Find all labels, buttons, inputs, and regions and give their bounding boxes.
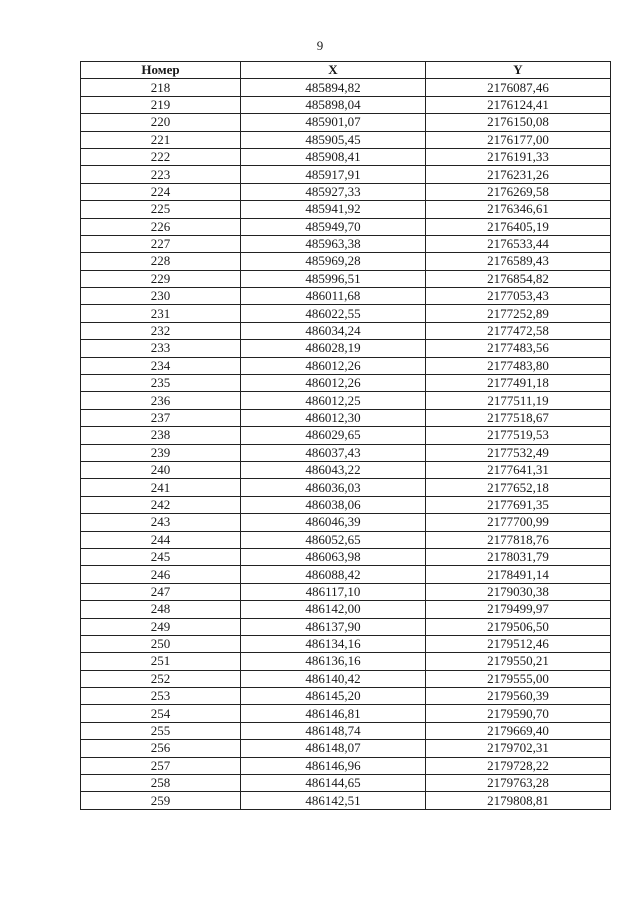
- table-row: [81, 201, 611, 218]
- x-coordinate-cell: 486088,42: [241, 566, 426, 583]
- point-number-cell: 222: [81, 148, 241, 165]
- x-coordinate-cell: 486012,25: [241, 392, 426, 409]
- table-row: [81, 792, 611, 809]
- y-coordinate-cell: 2179669,40: [426, 722, 611, 739]
- y-coordinate-cell: 2176177,00: [426, 131, 611, 148]
- point-number-cell: 234: [81, 357, 241, 374]
- table-row: [81, 375, 611, 392]
- x-coordinate-cell: 486146,81: [241, 705, 426, 722]
- point-number-cell: 228: [81, 253, 241, 270]
- point-number-cell: 252: [81, 670, 241, 687]
- point-number-cell: 256: [81, 740, 241, 757]
- table-row: [81, 96, 611, 113]
- point-number-cell: 224: [81, 183, 241, 200]
- point-number-cell: 259: [81, 792, 241, 809]
- point-number-cell: 230: [81, 288, 241, 305]
- x-coordinate-cell: 485898,04: [241, 96, 426, 113]
- column-header-y: Y: [426, 62, 611, 79]
- y-coordinate-cell: 2177483,80: [426, 357, 611, 374]
- y-coordinate-cell: 2177641,31: [426, 461, 611, 478]
- x-coordinate-cell: 486148,74: [241, 722, 426, 739]
- table-row: [81, 270, 611, 287]
- point-number-cell: 229: [81, 270, 241, 287]
- point-number-cell: 226: [81, 218, 241, 235]
- column-header-number: Номер: [81, 62, 241, 79]
- x-coordinate-cell: 485963,38: [241, 235, 426, 252]
- y-coordinate-cell: 2176405,19: [426, 218, 611, 235]
- table-row: [81, 148, 611, 165]
- point-number-cell: 243: [81, 514, 241, 531]
- x-coordinate-cell: 486145,20: [241, 688, 426, 705]
- y-coordinate-cell: 2179555,00: [426, 670, 611, 687]
- table-row: [81, 322, 611, 339]
- point-number-cell: 238: [81, 427, 241, 444]
- y-coordinate-cell: 2176191,33: [426, 148, 611, 165]
- point-number-cell: 246: [81, 566, 241, 583]
- table-row: [81, 79, 611, 96]
- point-number-cell: 249: [81, 618, 241, 635]
- x-coordinate-cell: 486148,07: [241, 740, 426, 757]
- y-coordinate-cell: 2177700,99: [426, 514, 611, 531]
- column-header-x: X: [241, 62, 426, 79]
- x-coordinate-cell: 486137,90: [241, 618, 426, 635]
- y-coordinate-cell: 2179590,70: [426, 705, 611, 722]
- point-number-cell: 248: [81, 601, 241, 618]
- y-coordinate-cell: 2176269,58: [426, 183, 611, 200]
- x-coordinate-cell: 486022,55: [241, 305, 426, 322]
- table-row: [81, 409, 611, 426]
- y-coordinate-cell: 2176533,44: [426, 235, 611, 252]
- x-coordinate-cell: 486146,96: [241, 757, 426, 774]
- y-coordinate-cell: 2177518,67: [426, 409, 611, 426]
- x-coordinate-cell: 485917,91: [241, 166, 426, 183]
- point-number-cell: 221: [81, 131, 241, 148]
- point-number-cell: 235: [81, 375, 241, 392]
- table-row: [81, 461, 611, 478]
- point-number-cell: 258: [81, 775, 241, 792]
- table-header-row: [81, 62, 611, 79]
- table-row: [81, 235, 611, 252]
- x-coordinate-cell: 486142,00: [241, 601, 426, 618]
- point-number-cell: 253: [81, 688, 241, 705]
- table-row: [81, 496, 611, 513]
- y-coordinate-cell: 2177519,53: [426, 427, 611, 444]
- point-number-cell: 241: [81, 479, 241, 496]
- table-row: [81, 618, 611, 635]
- point-number-cell: 240: [81, 461, 241, 478]
- point-number-cell: 239: [81, 444, 241, 461]
- x-coordinate-cell: 485969,28: [241, 253, 426, 270]
- x-coordinate-cell: 485905,45: [241, 131, 426, 148]
- x-coordinate-cell: 486043,22: [241, 461, 426, 478]
- y-coordinate-cell: 2179550,21: [426, 653, 611, 670]
- table-row: [81, 775, 611, 792]
- x-coordinate-cell: 485949,70: [241, 218, 426, 235]
- x-coordinate-cell: 486012,26: [241, 375, 426, 392]
- table-body: [81, 79, 611, 809]
- x-coordinate-cell: 486011,68: [241, 288, 426, 305]
- y-coordinate-cell: 2177511,19: [426, 392, 611, 409]
- point-number-cell: 233: [81, 340, 241, 357]
- table-row: [81, 653, 611, 670]
- point-number-cell: 245: [81, 548, 241, 565]
- x-coordinate-cell: 485908,41: [241, 148, 426, 165]
- y-coordinate-cell: 2176087,46: [426, 79, 611, 96]
- y-coordinate-cell: 2176150,08: [426, 114, 611, 131]
- table-row: [81, 166, 611, 183]
- point-number-cell: 244: [81, 531, 241, 548]
- point-number-cell: 223: [81, 166, 241, 183]
- y-coordinate-cell: 2179030,38: [426, 583, 611, 600]
- table-row: [81, 392, 611, 409]
- x-coordinate-cell: 485901,07: [241, 114, 426, 131]
- page-number: 9: [316, 38, 324, 53]
- x-coordinate-cell: 486144,65: [241, 775, 426, 792]
- point-number-cell: 218: [81, 79, 241, 96]
- x-coordinate-cell: 485894,82: [241, 79, 426, 96]
- table-row: [81, 479, 611, 496]
- table-row: [81, 722, 611, 739]
- y-coordinate-cell: 2178031,79: [426, 548, 611, 565]
- x-coordinate-cell: 486037,43: [241, 444, 426, 461]
- point-number-cell: 237: [81, 409, 241, 426]
- y-coordinate-cell: 2176346,61: [426, 201, 611, 218]
- point-number-cell: 220: [81, 114, 241, 131]
- table-row: [81, 601, 611, 618]
- x-coordinate-cell: 485996,51: [241, 270, 426, 287]
- y-coordinate-cell: 2177053,43: [426, 288, 611, 305]
- point-number-cell: 251: [81, 653, 241, 670]
- y-coordinate-cell: 2179763,28: [426, 775, 611, 792]
- x-coordinate-cell: 486038,06: [241, 496, 426, 513]
- y-coordinate-cell: 2176231,26: [426, 166, 611, 183]
- x-coordinate-cell: 486136,16: [241, 653, 426, 670]
- table-row: [81, 531, 611, 548]
- point-number-cell: 231: [81, 305, 241, 322]
- table-row: [81, 688, 611, 705]
- y-coordinate-cell: 2177491,18: [426, 375, 611, 392]
- x-coordinate-cell: 486046,39: [241, 514, 426, 531]
- y-coordinate-cell: 2177652,18: [426, 479, 611, 496]
- x-coordinate-cell: 486029,65: [241, 427, 426, 444]
- x-coordinate-cell: 485927,33: [241, 183, 426, 200]
- x-coordinate-cell: 486063,98: [241, 548, 426, 565]
- y-coordinate-cell: 2177483,56: [426, 340, 611, 357]
- table-row: [81, 566, 611, 583]
- y-coordinate-cell: 2177691,35: [426, 496, 611, 513]
- point-number-cell: 232: [81, 322, 241, 339]
- x-coordinate-cell: 485941,92: [241, 201, 426, 218]
- table-row: [81, 757, 611, 774]
- table-row: [81, 357, 611, 374]
- coordinates-table: [80, 61, 611, 810]
- point-number-cell: 219: [81, 96, 241, 113]
- point-number-cell: 255: [81, 722, 241, 739]
- x-coordinate-cell: 486117,10: [241, 583, 426, 600]
- point-number-cell: 257: [81, 757, 241, 774]
- y-coordinate-cell: 2179728,22: [426, 757, 611, 774]
- x-coordinate-cell: 486036,03: [241, 479, 426, 496]
- table-row: [81, 114, 611, 131]
- y-coordinate-cell: 2176589,43: [426, 253, 611, 270]
- table-row: [81, 444, 611, 461]
- table-row: [81, 183, 611, 200]
- point-number-cell: 247: [81, 583, 241, 600]
- y-coordinate-cell: 2176124,41: [426, 96, 611, 113]
- table-row: [81, 340, 611, 357]
- point-number-cell: 227: [81, 235, 241, 252]
- y-coordinate-cell: 2177252,89: [426, 305, 611, 322]
- y-coordinate-cell: 2178491,14: [426, 566, 611, 583]
- table-row: [81, 705, 611, 722]
- point-number-cell: 242: [81, 496, 241, 513]
- x-coordinate-cell: 486052,65: [241, 531, 426, 548]
- y-coordinate-cell: 2179506,50: [426, 618, 611, 635]
- point-number-cell: 254: [81, 705, 241, 722]
- y-coordinate-cell: 2179808,81: [426, 792, 611, 809]
- table-row: [81, 670, 611, 687]
- x-coordinate-cell: 486034,24: [241, 322, 426, 339]
- table-row: [81, 548, 611, 565]
- y-coordinate-cell: 2177472,58: [426, 322, 611, 339]
- y-coordinate-cell: 2177818,76: [426, 531, 611, 548]
- table-row: [81, 583, 611, 600]
- table-row: [81, 740, 611, 757]
- point-number-cell: 225: [81, 201, 241, 218]
- x-coordinate-cell: 486028,19: [241, 340, 426, 357]
- table-row: [81, 253, 611, 270]
- y-coordinate-cell: 2179499,97: [426, 601, 611, 618]
- y-coordinate-cell: 2179560,39: [426, 688, 611, 705]
- table-row: [81, 131, 611, 148]
- table-row: [81, 514, 611, 531]
- point-number-cell: 250: [81, 635, 241, 652]
- x-coordinate-cell: 486140,42: [241, 670, 426, 687]
- y-coordinate-cell: 2179702,31: [426, 740, 611, 757]
- x-coordinate-cell: 486142,51: [241, 792, 426, 809]
- y-coordinate-cell: 2177532,49: [426, 444, 611, 461]
- point-number-cell: 236: [81, 392, 241, 409]
- table-row: [81, 635, 611, 652]
- x-coordinate-cell: 486012,26: [241, 357, 426, 374]
- table-row: [81, 218, 611, 235]
- y-coordinate-cell: 2176854,82: [426, 270, 611, 287]
- table-row: [81, 427, 611, 444]
- y-coordinate-cell: 2179512,46: [426, 635, 611, 652]
- table-row: [81, 288, 611, 305]
- x-coordinate-cell: 486012,30: [241, 409, 426, 426]
- table-row: [81, 305, 611, 322]
- x-coordinate-cell: 486134,16: [241, 635, 426, 652]
